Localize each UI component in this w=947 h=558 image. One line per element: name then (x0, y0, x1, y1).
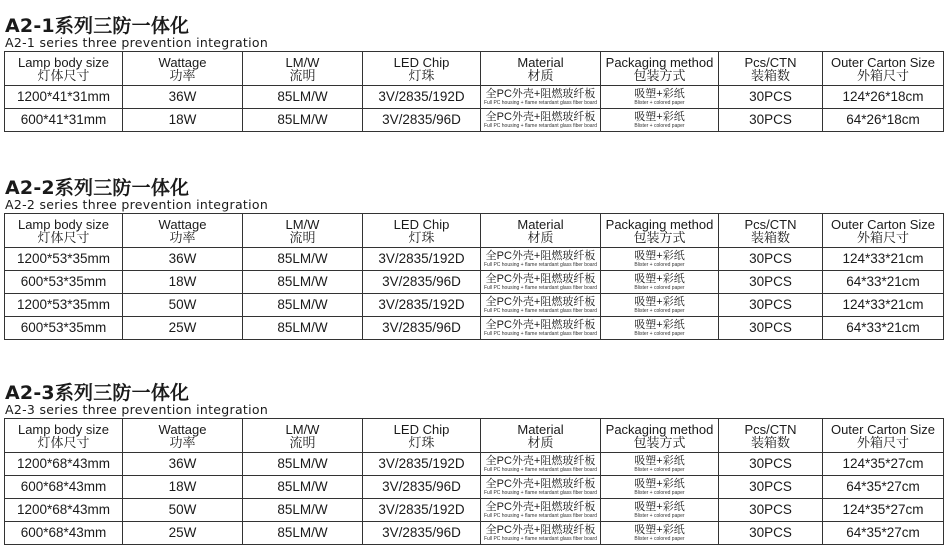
column-header (5, 52, 123, 86)
cell-pcs-ctn: 30PCS (719, 317, 823, 340)
column-header-en: LM/W (285, 421, 320, 437)
header-row (5, 52, 944, 86)
column-header-en: Lamp body size (17, 54, 110, 70)
cell-material (481, 317, 601, 340)
material-zh: 全PC外壳+阻燃玻纤板 (485, 500, 596, 513)
table-row (5, 476, 944, 499)
cell-carton-size: 64*33*21cm (823, 317, 944, 340)
packaging-en: Blister + colored paper (634, 307, 685, 314)
packaging-en: Blister + colored paper (634, 284, 685, 291)
column-header-zh: 材质 (527, 67, 554, 83)
column-header-en: Packaging method (605, 421, 714, 437)
column-header (823, 52, 944, 86)
packaging-zh: 吸塑+彩纸 (634, 477, 685, 490)
packaging-en: Blister + colored paper (634, 330, 685, 337)
column-header-en: Material (517, 54, 564, 70)
packaging-en: Blister + colored paper (634, 512, 685, 519)
spec-section (4, 16, 943, 132)
cell-material (481, 294, 601, 317)
material-en: Full PC housing + flame retardant glass fiber board (484, 535, 597, 542)
cell-lm-w: 85LM/W (243, 499, 363, 522)
cell-wattage: 18W (123, 476, 243, 499)
column-header-zh: 外箱尺寸 (856, 67, 909, 83)
column-header (719, 52, 823, 86)
cell-led-chip: 3V/2835/96D (363, 522, 481, 545)
cell-carton-size: 64*35*27cm (823, 476, 944, 499)
material-en: Full PC housing + flame retardant glass fiber board (484, 307, 597, 314)
column-header-en: LED Chip (393, 421, 450, 437)
cell-wattage: 36W (123, 453, 243, 476)
column-header-zh: 灯珠 (408, 434, 435, 450)
column-header-zh: 包装方式 (633, 229, 686, 245)
column-header (243, 214, 363, 248)
material-zh: 全PC外壳+阻燃玻纤板 (485, 318, 596, 331)
cell-lm-w: 85LM/W (243, 476, 363, 499)
cell-led-chip: 3V/2835/96D (363, 109, 481, 132)
packaging-zh: 吸塑+彩纸 (634, 318, 685, 331)
table-row (5, 499, 944, 522)
cell-lm-w: 85LM/W (243, 109, 363, 132)
column-header-en: Outer Carton Size (830, 421, 936, 437)
column-header-zh: 包装方式 (633, 434, 686, 450)
cell-material (481, 522, 601, 545)
cell-led-chip: 3V/2835/192D (363, 294, 481, 317)
cell-wattage: 25W (123, 522, 243, 545)
cell-led-chip: 3V/2835/192D (363, 499, 481, 522)
cell-carton-size: 124*35*27cm (823, 499, 944, 522)
packaging-zh: 吸塑+彩纸 (634, 500, 685, 513)
spec-table (4, 213, 944, 340)
column-header (719, 214, 823, 248)
column-header-zh: 功率 (169, 434, 196, 450)
column-header (123, 214, 243, 248)
column-header-en: Pcs/CTN (744, 216, 797, 232)
material-en: Full PC housing + flame retardant glass fiber board (484, 512, 597, 519)
cell-lamp-size: 600*53*35mm (5, 317, 123, 340)
section-subtitle: A2-3 series three prevention integration (5, 402, 269, 417)
cell-packaging (601, 476, 719, 499)
cell-carton-size: 64*33*21cm (823, 271, 944, 294)
material-zh: 全PC外壳+阻燃玻纤板 (485, 454, 596, 467)
cell-packaging (601, 86, 719, 109)
cell-lm-w: 85LM/W (243, 453, 363, 476)
column-header-zh: 灯体尺寸 (37, 434, 90, 450)
cell-packaging (601, 271, 719, 294)
table-row (5, 271, 944, 294)
column-header-en: Wattage (158, 421, 207, 437)
column-header-zh: 流明 (289, 229, 316, 245)
material-zh: 全PC外壳+阻燃玻纤板 (485, 477, 596, 490)
material-en: Full PC housing + flame retardant glass fiber board (484, 466, 597, 473)
column-header (601, 214, 719, 248)
material-en: Full PC housing + flame retardant glass fiber board (484, 122, 597, 129)
packaging-zh: 吸塑+彩纸 (634, 249, 685, 262)
cell-lm-w: 85LM/W (243, 248, 363, 271)
column-header (243, 52, 363, 86)
header-row (5, 214, 944, 248)
column-header (123, 52, 243, 86)
column-header-zh: 材质 (527, 434, 554, 450)
cell-pcs-ctn: 30PCS (719, 453, 823, 476)
cell-lm-w: 85LM/W (243, 86, 363, 109)
material-en: Full PC housing + flame retardant glass fiber board (484, 99, 597, 106)
packaging-en: Blister + colored paper (634, 466, 685, 473)
table-row (5, 522, 944, 545)
packaging-en: Blister + colored paper (634, 489, 685, 496)
column-header-zh: 灯珠 (408, 229, 435, 245)
column-header-en: Lamp body size (17, 421, 110, 437)
cell-pcs-ctn: 30PCS (719, 271, 823, 294)
cell-led-chip: 3V/2835/96D (363, 476, 481, 499)
spec-section (4, 178, 943, 340)
column-header (123, 419, 243, 453)
packaging-en: Blister + colored paper (634, 261, 685, 268)
cell-lm-w: 85LM/W (243, 522, 363, 545)
column-header (5, 419, 123, 453)
column-header-en: Outer Carton Size (830, 216, 936, 232)
material-en: Full PC housing + flame retardant glass fiber board (484, 261, 597, 268)
material-zh: 全PC外壳+阻燃玻纤板 (485, 87, 596, 100)
column-header (363, 52, 481, 86)
column-header-en: Packaging method (605, 54, 714, 70)
column-header-zh: 流明 (289, 67, 316, 83)
cell-packaging (601, 248, 719, 271)
column-header-zh: 包装方式 (633, 67, 686, 83)
spec-table (4, 51, 944, 132)
cell-lm-w: 85LM/W (243, 271, 363, 294)
cell-pcs-ctn: 30PCS (719, 248, 823, 271)
cell-pcs-ctn: 30PCS (719, 476, 823, 499)
table-row (5, 248, 944, 271)
column-header-en: Material (517, 216, 564, 232)
column-header-en: Lamp body size (17, 216, 110, 232)
column-header-en: Wattage (158, 216, 207, 232)
packaging-en: Blister + colored paper (634, 122, 685, 129)
cell-carton-size: 124*35*27cm (823, 453, 944, 476)
column-header-en: Wattage (158, 54, 207, 70)
cell-lamp-size: 600*41*31mm (5, 109, 123, 132)
column-header-zh: 装箱数 (750, 434, 790, 450)
cell-wattage: 36W (123, 248, 243, 271)
column-header (243, 419, 363, 453)
cell-material (481, 271, 601, 294)
packaging-zh: 吸塑+彩纸 (634, 272, 685, 285)
column-header-zh: 装箱数 (750, 67, 790, 83)
cell-led-chip: 3V/2835/192D (363, 86, 481, 109)
cell-carton-size: 64*35*27cm (823, 522, 944, 545)
cell-carton-size: 124*33*21cm (823, 248, 944, 271)
column-header-en: LED Chip (393, 216, 450, 232)
column-header-zh: 外箱尺寸 (856, 229, 909, 245)
column-header-zh: 材质 (527, 229, 554, 245)
material-zh: 全PC外壳+阻燃玻纤板 (485, 272, 596, 285)
cell-packaging (601, 294, 719, 317)
section-title: A2-2系列三防一体化 (5, 177, 190, 199)
cell-carton-size: 64*26*18cm (823, 109, 944, 132)
column-header-en: LED Chip (393, 54, 450, 70)
table-row (5, 453, 944, 476)
column-header-zh: 功率 (169, 67, 196, 83)
material-en: Full PC housing + flame retardant glass fiber board (484, 489, 597, 496)
packaging-zh: 吸塑+彩纸 (634, 87, 685, 100)
cell-pcs-ctn: 30PCS (719, 109, 823, 132)
column-header (601, 419, 719, 453)
column-header-zh: 外箱尺寸 (856, 434, 909, 450)
column-header (481, 214, 601, 248)
table-row (5, 317, 944, 340)
cell-lm-w: 85LM/W (243, 317, 363, 340)
cell-lamp-size: 1200*68*43mm (5, 499, 123, 522)
column-header (5, 214, 123, 248)
material-en: Full PC housing + flame retardant glass fiber board (484, 330, 597, 337)
column-header (363, 419, 481, 453)
cell-packaging (601, 453, 719, 476)
cell-led-chip: 3V/2835/192D (363, 453, 481, 476)
section-subtitle: A2-1 series three prevention integration (5, 35, 269, 50)
packaging-zh: 吸塑+彩纸 (634, 110, 685, 123)
cell-packaging (601, 522, 719, 545)
cell-pcs-ctn: 30PCS (719, 522, 823, 545)
column-header-zh: 装箱数 (750, 229, 790, 245)
cell-material (481, 248, 601, 271)
column-header-en: Outer Carton Size (830, 54, 936, 70)
column-header (719, 419, 823, 453)
material-zh: 全PC外壳+阻燃玻纤板 (485, 110, 596, 123)
column-header-zh: 灯体尺寸 (37, 229, 90, 245)
header-row (5, 419, 944, 453)
section-title: A2-1系列三防一体化 (5, 15, 190, 37)
packaging-en: Blister + colored paper (634, 99, 685, 106)
table-row (5, 294, 944, 317)
packaging-zh: 吸塑+彩纸 (634, 295, 685, 308)
spec-table (4, 418, 944, 545)
spec-section (4, 383, 943, 545)
cell-lm-w: 85LM/W (243, 294, 363, 317)
column-header-zh: 流明 (289, 434, 316, 450)
column-header (363, 214, 481, 248)
cell-lamp-size: 1200*41*31mm (5, 86, 123, 109)
column-header (823, 214, 944, 248)
cell-lamp-size: 1200*53*35mm (5, 294, 123, 317)
material-zh: 全PC外壳+阻燃玻纤板 (485, 295, 596, 308)
cell-lamp-size: 600*68*43mm (5, 522, 123, 545)
packaging-en: Blister + colored paper (634, 535, 685, 542)
packaging-zh: 吸塑+彩纸 (634, 454, 685, 467)
material-zh: 全PC外壳+阻燃玻纤板 (485, 249, 596, 262)
cell-packaging (601, 109, 719, 132)
cell-lamp-size: 600*68*43mm (5, 476, 123, 499)
cell-material (481, 476, 601, 499)
cell-wattage: 25W (123, 317, 243, 340)
material-zh: 全PC外壳+阻燃玻纤板 (485, 523, 596, 536)
column-header-zh: 功率 (169, 229, 196, 245)
cell-material (481, 453, 601, 476)
cell-packaging (601, 499, 719, 522)
column-header-en: Pcs/CTN (744, 421, 797, 437)
cell-pcs-ctn: 30PCS (719, 294, 823, 317)
column-header-en: Pcs/CTN (744, 54, 797, 70)
column-header-en: Packaging method (605, 216, 714, 232)
column-header (481, 52, 601, 86)
material-en: Full PC housing + flame retardant glass fiber board (484, 284, 597, 291)
cell-carton-size: 124*33*21cm (823, 294, 944, 317)
column-header-zh: 灯珠 (408, 67, 435, 83)
table-row (5, 86, 944, 109)
column-header (601, 52, 719, 86)
cell-wattage: 50W (123, 294, 243, 317)
column-header-en: Material (517, 421, 564, 437)
section-title: A2-3系列三防一体化 (5, 382, 190, 404)
cell-material (481, 499, 601, 522)
column-header (823, 419, 944, 453)
column-header-en: LM/W (285, 54, 320, 70)
packaging-zh: 吸塑+彩纸 (634, 523, 685, 536)
column-header (481, 419, 601, 453)
cell-lamp-size: 600*53*35mm (5, 271, 123, 294)
cell-material (481, 109, 601, 132)
cell-material (481, 86, 601, 109)
cell-lamp-size: 1200*53*35mm (5, 248, 123, 271)
cell-led-chip: 3V/2835/96D (363, 271, 481, 294)
column-header-en: LM/W (285, 216, 320, 232)
cell-led-chip: 3V/2835/96D (363, 317, 481, 340)
cell-carton-size: 124*26*18cm (823, 86, 944, 109)
table-row (5, 109, 944, 132)
column-header-zh: 灯体尺寸 (37, 67, 90, 83)
cell-wattage: 18W (123, 109, 243, 132)
cell-pcs-ctn: 30PCS (719, 86, 823, 109)
cell-wattage: 18W (123, 271, 243, 294)
cell-pcs-ctn: 30PCS (719, 499, 823, 522)
cell-led-chip: 3V/2835/192D (363, 248, 481, 271)
cell-wattage: 36W (123, 86, 243, 109)
cell-packaging (601, 317, 719, 340)
cell-lamp-size: 1200*68*43mm (5, 453, 123, 476)
cell-wattage: 50W (123, 499, 243, 522)
section-subtitle: A2-2 series three prevention integration (5, 197, 269, 212)
